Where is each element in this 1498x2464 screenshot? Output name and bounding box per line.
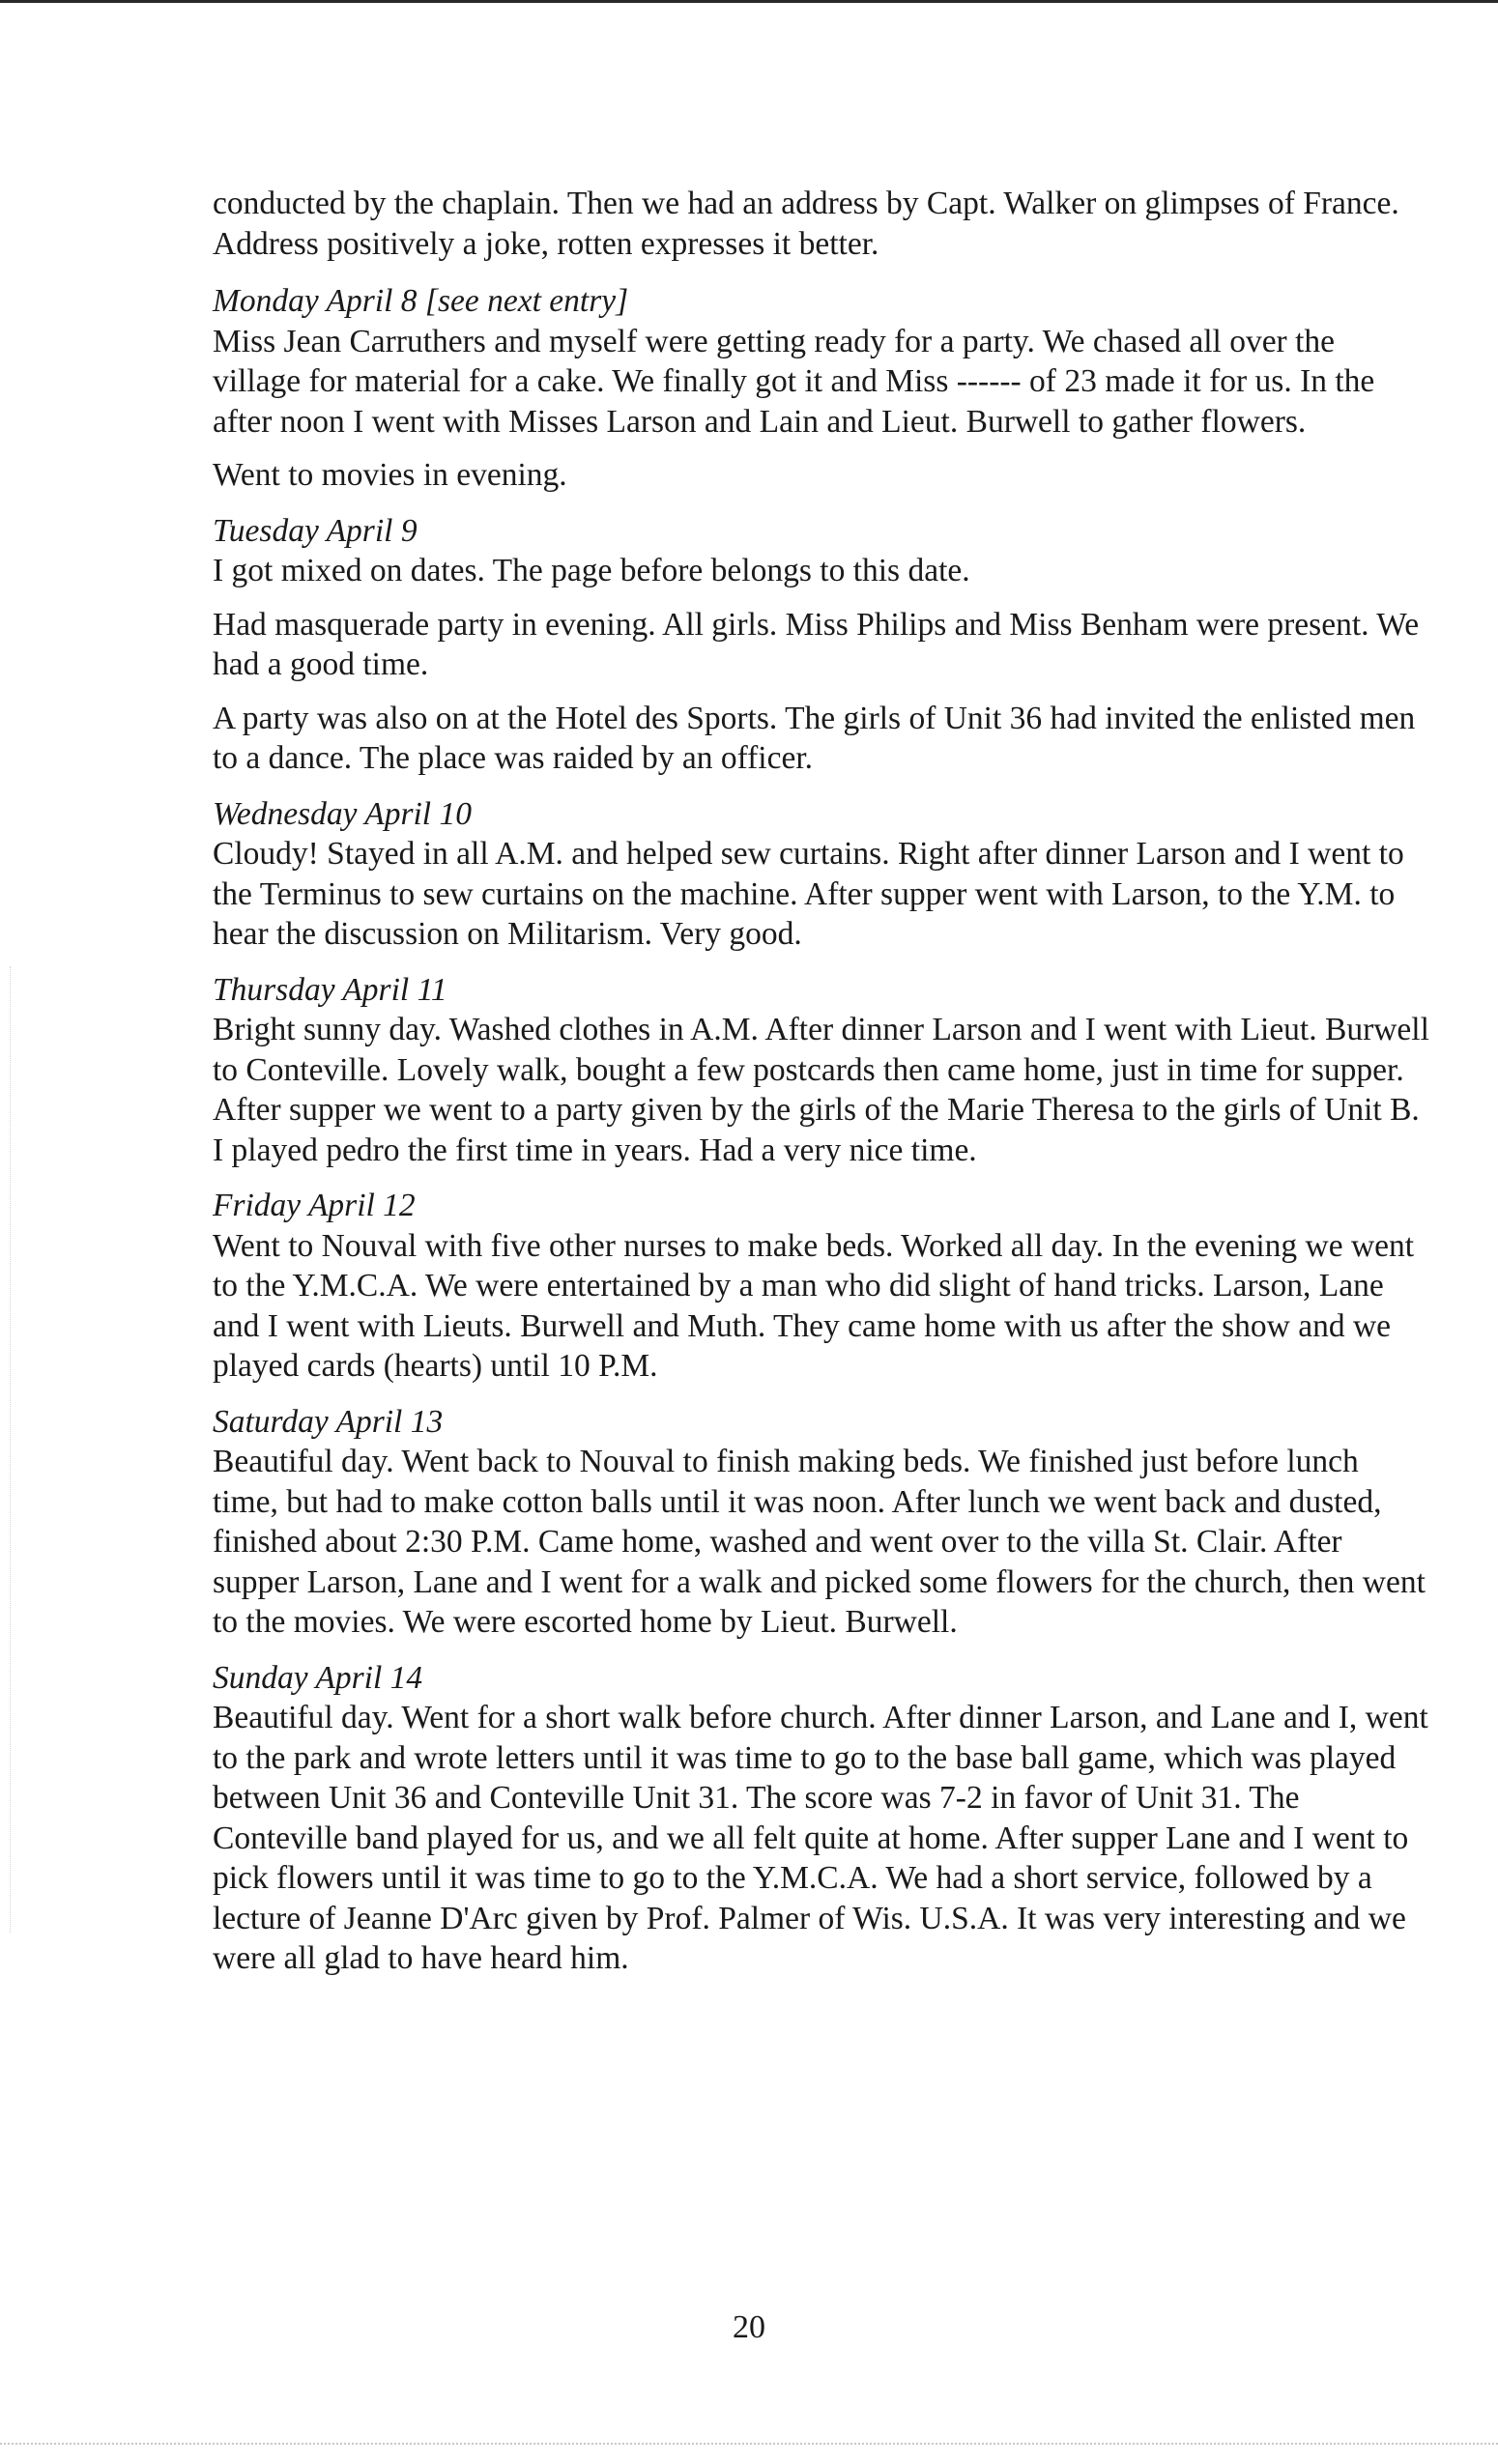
- entry-paragraph: Had masquerade party in evening. All girls. Miss Philips and Miss Benham were present. We had a good time.: [213, 606, 1420, 682]
- entry-date-heading: Thursday April 11: [213, 971, 447, 1008]
- entry-date-heading: Friday April 12: [213, 1188, 416, 1223]
- entry-paragraph: Beautiful day. Went back to Nouval to finish making beds. We finished just before lunch time, but had to make cotton balls until it was noon. After lunch we went back and dusted, finished about 2:30 P.M. Came home, washed and went over to the villa St. Clair. After supper Larson, Lane and I went for a walk and picked some flowers for the church, then went to the movies. We were escorted home by Lieut. Burwell.: [213, 1444, 1426, 1640]
- diary-page: [213, 184, 1430, 1994]
- intro-paragraph: conducted by the chaplain. Then we had an address by Capt. Walker on glimpses of France. Address positively a joke, rotten expresses it better.: [213, 186, 1399, 262]
- diary-entry-april-14: [213, 1658, 1430, 1979]
- diary-entry-april-8: [213, 281, 1430, 496]
- page-number: 20: [733, 2309, 765, 2345]
- entry-date-heading: Tuesday April 9: [213, 512, 418, 549]
- entry-paragraph: Went to movies in evening.: [213, 457, 567, 493]
- entry-date-heading: Sunday April 14: [213, 1659, 423, 1696]
- top-border: [0, 0, 1498, 3]
- diary-entry-april-11: [213, 970, 1430, 1171]
- entry-paragraph: Miss Jean Carruthers and myself were getting ready for a party. We chased all over the village for material for a cake. We finally got it and Miss ------ of 23 made it for us. In the after noon I went with Misses Larson and Lain and Lieut. Burwell to gather flowers.: [213, 323, 1375, 440]
- scan-bottom-edge: [0, 2443, 1498, 2447]
- entry-date-heading: Saturday April 13: [213, 1403, 444, 1440]
- entry-paragraph: A party was also on at the Hotel des Sports. The girls of Unit 36 had invited the enlisted men to a dance. The place was raided by an officer.: [213, 700, 1416, 776]
- entry-paragraph: Cloudy! Stayed in all A.M. and helped sew curtains. Right after dinner Larson and I went to the Terminus to sew curtains on the machine. After supper went with Larson, to the Y.M. to hear the discussion on Militarism. Very good.: [213, 836, 1404, 952]
- diary-entry-april-9: [213, 511, 1430, 779]
- entry-paragraph: Bright sunny day. Washed clothes in A.M. After dinner Larson and I went with Lieut. Burwell to Conteville. Lovely walk, bought a few postcards then came home, just in time for supper. After supper we went to a party given by the girls of the Marie Theresa to the girls of Unit B. I played pedro the first time in years. Had a very nice time.: [213, 1012, 1429, 1168]
- scan-left-edge: [10, 966, 12, 1933]
- entry-date-heading: Monday April 8 [see next entry]: [213, 283, 629, 319]
- entry-paragraph: I got mixed on dates. The page before belongs to this date.: [213, 553, 970, 588]
- entry-date-heading: Wednesday April 10: [213, 795, 472, 832]
- diary-entry-april-10: [213, 794, 1430, 955]
- entry-paragraph: Beautiful day. Went for a short walk before church. After dinner Larson, and Lane and I, went to the park and wrote letters until it was time to go to the base ball game, which was played between Unit 36 and Conteville Unit 31. The score was 7-2 in favor of Unit 31. The Conteville band played for us, and we all felt quite at home. After supper Lane and I went to pick flowers until it was time to go to the Y.M.C.A. We had a short service, followed by a lecture of Jeanne D'Arc given by Prof. Palmer of Wis. U.S.A. It was very interesting and we were all glad to have heard him.: [213, 1700, 1428, 1976]
- diary-entry-april-12: [213, 1186, 1430, 1387]
- entry-paragraph: Went to Nouval with five other nurses to make beds. Worked all day. In the evening we went to the Y.M.C.A. We were entertained by a man who did slight of hand tricks. Larson, Lane and I went with Lieuts. Burwell and Muth. They came home with us after the show and we played cards (hearts) until 10 P.M.: [213, 1227, 1415, 1384]
- diary-entry-april-13: [213, 1402, 1430, 1643]
